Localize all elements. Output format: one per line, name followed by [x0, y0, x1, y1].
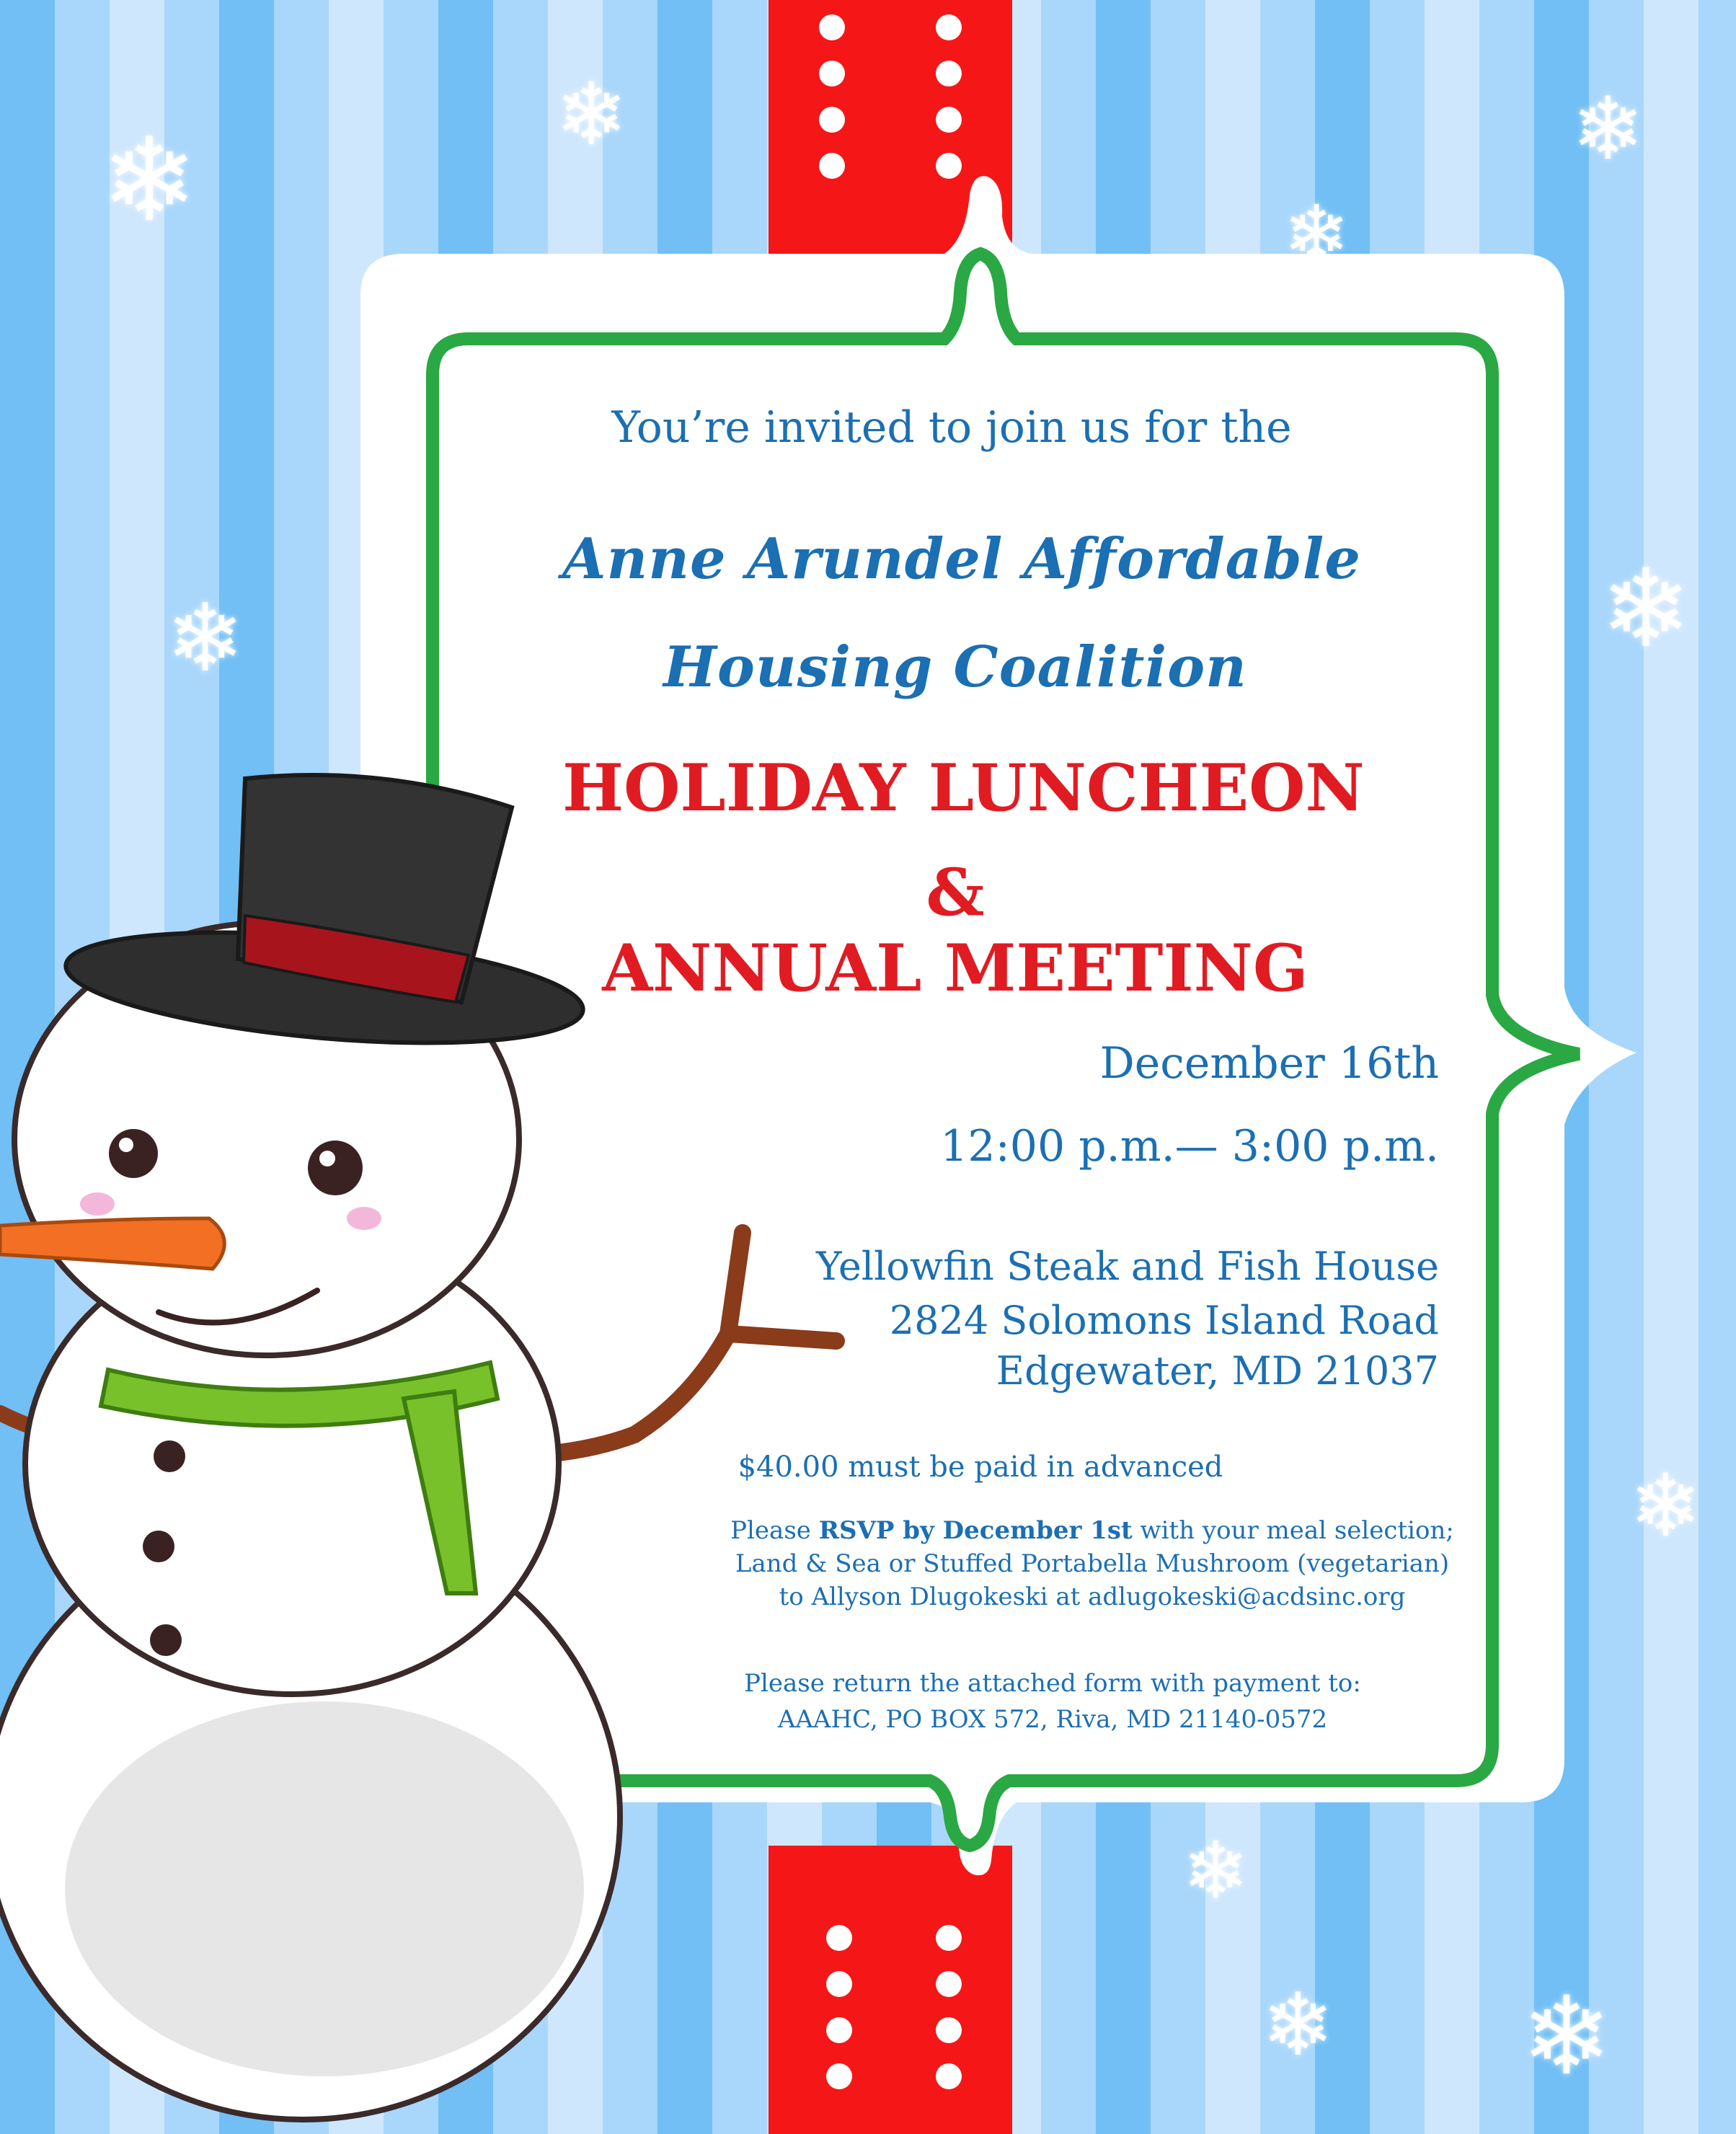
rsvp-suffix: with your meal selection; [1132, 1516, 1454, 1545]
return-address: AAAHC, PO BOX 572, Riva, MD 21140-0572 [777, 1705, 1328, 1734]
event-title-ampersand: & [926, 854, 985, 931]
snowflake-icon: ❄ [1521, 1974, 1612, 2099]
snowflake-icon: ❄ [555, 65, 628, 165]
event-title-line-2: ANNUAL MEETING [602, 930, 1308, 1006]
invite-intro: You’re invited to join us for the [611, 402, 1292, 453]
venue-name: Yellowfin Steak and Fish House [815, 1244, 1439, 1289]
venue-street: 2824 Solomons Island Road [889, 1298, 1439, 1343]
return-line-1: Please return the attached form with payment to: [744, 1669, 1361, 1698]
snowflake-icon: ❄ [166, 583, 244, 693]
rsvp-deadline: RSVP by December 1st [818, 1516, 1133, 1545]
venue-city: Edgewater, MD 21037 [996, 1348, 1439, 1394]
snowflake-icon: ❄ [1629, 1456, 1702, 1557]
rsvp-contact: to Allyson Dlugokeski at adlugokeski@acdsinc.org [779, 1582, 1406, 1611]
snowflake-icon: ❄ [1600, 546, 1691, 672]
event-time: 12:00 p.m.— 3:00 p.m. [940, 1121, 1439, 1172]
event-date: December 16th [1099, 1038, 1439, 1089]
snowflake-icon: ❄ [1262, 1975, 1334, 2076]
event-title-line-1: HOLIDAY LUNCHEON [562, 750, 1365, 826]
snowflake-icon: ❄ [1283, 188, 1350, 280]
snowflake-icon: ❄ [1572, 79, 1644, 180]
snowman-icon [0, 764, 851, 2134]
snowflake-icon: ❄ [1182, 1825, 1249, 1917]
price-note: $40.00 must be paid in advanced [738, 1451, 1223, 1484]
snowflake-icon: ❄ [101, 112, 198, 247]
organization-name-line-2: Housing Coalition [663, 634, 1247, 700]
rsvp-prefix: Please [730, 1516, 819, 1545]
organization-name-line-1: Anne Arundel Affordable [562, 526, 1361, 592]
meal-options: Land & Sea or Stuffed Portabella Mushroom (vegetarian) [735, 1549, 1450, 1578]
